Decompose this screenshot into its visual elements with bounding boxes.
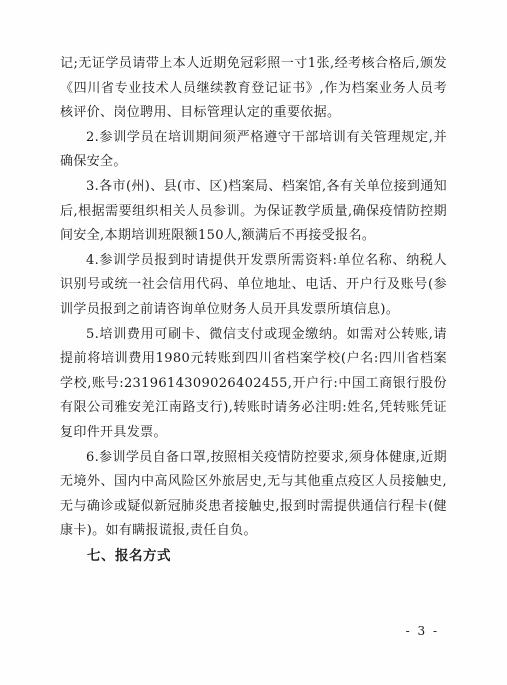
paragraph-continuation: 记;无证学员请带上本人近期免冠彩照一寸1张,经考核合格后,颁发《四川省专业技术人员继续教育登记证书》,作为档案业务人员考核评价、岗位聘用、目标管理认定的重要依据。 (60, 56, 448, 121)
paragraph-item-2: 2.参训学员在培训期间须严格遵守干部培训有关管理规定,并确保安全。 (60, 129, 447, 170)
paragraph-item-4: 4.参训学员报到时请提供开发票所需资料:单位名称、纳税人识别号或统一社会信用代码、单位地址、电话、开户行及账号(参训学员报到之前请咨询单位财务人员开具发票所填信息)。 (60, 252, 447, 317)
page-number: - 3 - (405, 624, 439, 638)
document-body (60, 52, 447, 568)
paragraph-item-5: 5.培训费用可刷卡、微信支付或现金缴纳。如需对公转账,请提前将培训费用1980元转账到四川省档案学校(户名:四川省档案学校,账号:2319614309026402455,开户行:中国工商银行股份有限公司雅安羌江南路支行),转账时请务必注明:姓名,凭转账凭证复印件开具发票。 (60, 326, 447, 440)
paragraph-item-3: 3.各市(州)、县(市、区)档案局、档案馆,各有关单位接到通知后,根据需要组织相关人员参训。为保证教学质量,确保疫情防控期间安全,本期培训班限额150人,额满后不再接受报名。 (60, 178, 447, 244)
paragraph-item-6: 6.参训学员自备口罩,按照相关疫情防控要求,须身体健康,近期无境外、国内中高风险区外旅居史,无与其他重点疫区人员接触史,无与确诊或疑似新冠肺炎患者接触史,报到时需提供通信行程卡(健康卡)。如有瞒报谎报,责任自负。 (60, 449, 447, 539)
section-heading: 七、报名方式 (87, 547, 171, 564)
